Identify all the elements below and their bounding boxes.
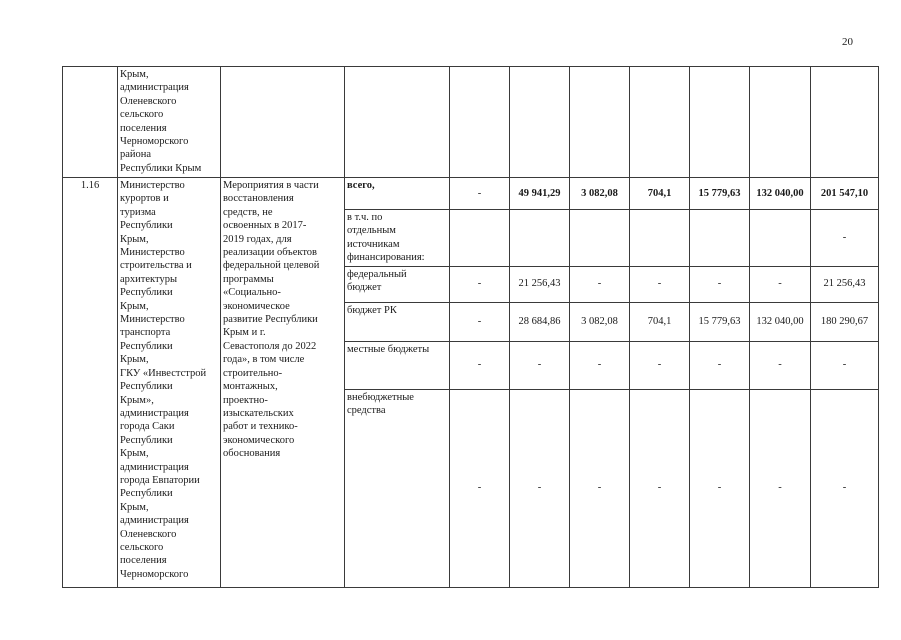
value-cell: 28 684,86 [510,302,570,341]
value-cell: 3 082,08 [570,178,630,210]
value-cell: - [690,266,750,302]
value-cell: - [510,341,570,389]
value-cell: 49 941,29 [510,178,570,210]
organizations-cell: Министерство курортов и туризма Республики Крым, Министерство строительства и архитектуры Республики Крым, Министерство транспорта Республики Крым, ГКУ «Инвестстрой Республики Крым», администрация города Саки Республики Крым, администрация города Евпатории Республики Крым, администрация Оленевского сельского поселения Черноморского [118,178,221,588]
value-cell [750,210,811,267]
value-cell [450,210,510,267]
value-cell: - [450,389,510,587]
source-label: местные бюджеты [345,341,450,389]
table-row [63,178,879,210]
value-cell: - [811,341,879,389]
org-cell: Крым, администрация Оленевского сельского поселения Черноморского района Республики Крым [118,67,221,178]
table-row [63,67,879,178]
source-label: всего, [345,178,450,210]
value-cell: - [630,266,690,302]
row-index: 1.16 [63,178,118,588]
value-cell: - [750,389,811,587]
value-cell: - [450,266,510,302]
value-cell: 3 082,08 [570,302,630,341]
value-cell: - [690,341,750,389]
value-cell: - [811,210,879,267]
value-cell: 21 256,43 [811,266,879,302]
value-cell: - [450,178,510,210]
value-cell: 15 779,63 [690,302,750,341]
source-label: бюджет РК [345,302,450,341]
funding-table [62,66,879,588]
value-cell: - [570,341,630,389]
index-cell [63,67,118,178]
value-cell: - [811,389,879,587]
value-cell: - [570,389,630,587]
page-number: 20 [842,36,853,48]
value-cell: 21 256,43 [510,266,570,302]
value-cell: - [750,341,811,389]
source-label: внебюджетные средства [345,389,450,587]
value-cell: 704,1 [630,302,690,341]
value-cell [570,210,630,267]
value-cell: - [690,389,750,587]
value-cell [510,210,570,267]
measure-cell: Мероприятия в части восстановления средств, не освоенных в 2017- 2019 годах, для реализации объектов федеральной целевой программы «Социально- экономическое развитие Республики Крым и г. Севастополя до 2022 года», в том числе строительно- монтажных, проектно- изыскательских работ и технико- экономического обоснования [221,178,345,588]
value-cell: - [510,389,570,587]
value-cell: - [450,341,510,389]
value-cell: - [750,266,811,302]
value-cell: 704,1 [630,178,690,210]
value-cell: 180 290,67 [811,302,879,341]
value-cell: 132 040,00 [750,302,811,341]
value-cell: 132 040,00 [750,178,811,210]
value-cell: - [630,389,690,587]
value-cell: 15 779,63 [690,178,750,210]
value-cell: - [570,266,630,302]
value-cell: 201 547,10 [811,178,879,210]
value-cell [690,210,750,267]
value-cell [630,210,690,267]
source-label: федеральный бюджет [345,266,450,302]
source-label: в т.ч. по отдельным источникам финансирования: [345,210,450,267]
value-cell: - [630,341,690,389]
value-cell: - [450,302,510,341]
